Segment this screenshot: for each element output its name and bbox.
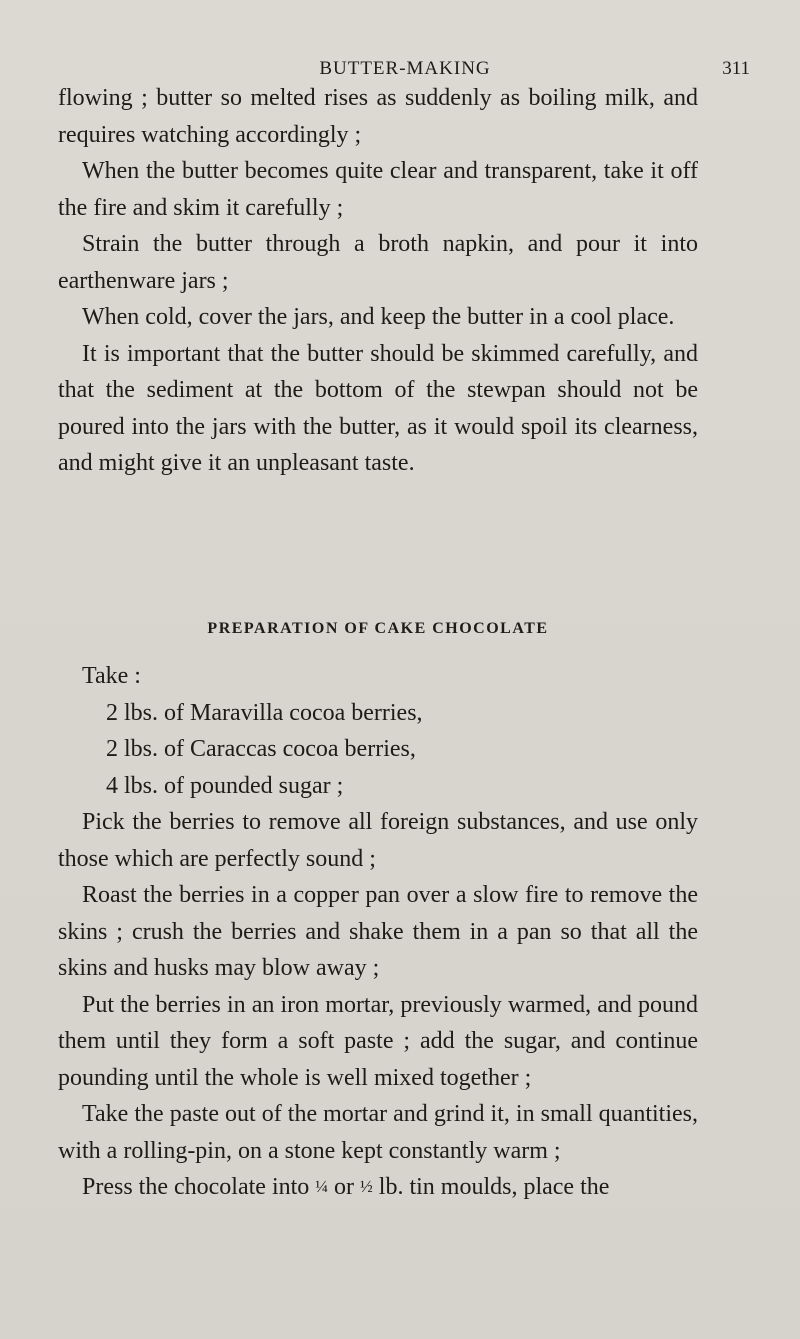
paragraph: When the butter becomes quite clear and transparent, take it off the fire and skim it carefully ; [58, 158, 698, 221]
fraction-quarter: ¼ [315, 1177, 329, 1196]
paragraph: Strain the butter through a broth napkin, and pour it into earthenware jars ; [58, 231, 698, 294]
page-number: 311 [722, 58, 750, 79]
text-segment: Press the chocolate into [82, 1174, 310, 1200]
paragraph: flowing ; butter so melted rises as suddenly as boiling milk, and requires watching accordingly ; [58, 85, 698, 148]
paragraph: Pick the berries to remove all foreign substances, and use only those which are perfectly sound ; [58, 809, 698, 872]
ingredient-item: 2 lbs. of Caraccas cocoa berries, [106, 736, 416, 762]
paragraph-last-line [58, 1169, 698, 1208]
take-label: Take : [82, 663, 141, 689]
ingredient-list [58, 658, 698, 804]
ingredient-item: 4 lbs. of pounded sugar ; [106, 772, 344, 799]
text-segment: or [334, 1174, 355, 1200]
ingredient-item: 2 lbs. of Maravilla cocoa berries, [106, 699, 423, 726]
paragraph: Put the berries in an iron mortar, previously warmed, and pound them until they form a soft paste ; add the sugar, and continue pounding until the whole is well mixed together ; [58, 991, 698, 1091]
section-heading: PREPARATION OF CAKE CHOCOLATE [207, 620, 549, 637]
paragraph: It is important that the butter should be skimmed carefully, and that the sediment at the bottom of the stewpan should not be poured into the jars with the butter, as it would spoil its clearness, and might give it an unpleasant taste. [58, 340, 698, 476]
paragraph: Roast the berries in a copper pan over a slow fire to remove the skins ; crush the berries and shake them in a pan so that all the skins and husks may blow away ; [58, 882, 698, 981]
paragraph: Take the paste out of the mortar and grind it, in small quantities, with a rolling-pin, on a stone kept constantly warm ; [58, 1101, 698, 1164]
paragraph: When cold, cover the jars, and keep the butter in a cool place. [82, 304, 675, 330]
section-chocolate-text [58, 658, 698, 1208]
running-head-title: BUTTER-MAKING [319, 58, 491, 79]
fraction-half: ½ [360, 1177, 373, 1196]
section-butter-text [58, 80, 698, 482]
text-segment: lb. tin moulds, place the [378, 1174, 610, 1200]
